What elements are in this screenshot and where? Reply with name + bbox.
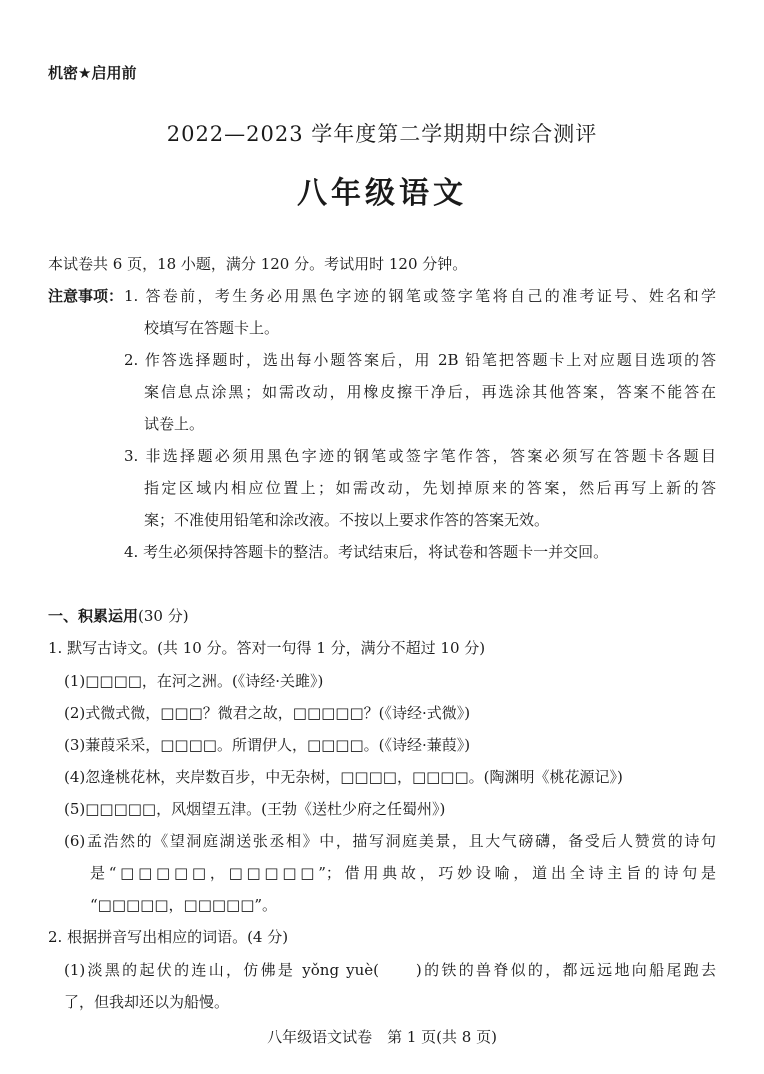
q1-item-6-line-3: “□□□□□，□□□□□”。 — [90, 896, 278, 914]
q1-item-2: (2)式微式微，□□□？微君之故，□□□□□？(《诗经·式微》) — [64, 704, 471, 722]
note-2-line-3: 试卷上。 — [144, 415, 205, 433]
note-3-line-3: 案；不准使用铅笔和涂改液。不按以上要求作答的答案无效。 — [144, 511, 550, 529]
q1-item-5: (5)□□□□□，风烟望五津。(王勃《送杜少府之任蜀州》) — [64, 800, 446, 818]
note-3-line-1: 3. 非选择题必须用黑色字迹的钢笔或签字笔作答，答案必须写在答题卡各题目 — [124, 447, 716, 465]
exam-intro: 本试卷共 6 页，18 小题，满分 120 分。考试用时 120 分钟。 — [48, 255, 468, 273]
note-2-line-1: 2. 作答选择题时，选出每小题答案后，用 2B 铅笔把答题卡上对应题目选项的答 — [124, 351, 716, 369]
note-4: 4. 考生必须保持答题卡的整洁。考试结束后，将试卷和答题卡一并交回。 — [124, 543, 609, 561]
page-footer: 八年级语文试卷 第 1 页(共 8 页) — [267, 1028, 497, 1046]
section-points: (30 分) — [138, 607, 189, 625]
exam-subtitle: 2022—2023 学年度第二学期期中综合测评 — [166, 122, 598, 146]
note-1-line-2: 校填写在答题卡上。 — [144, 319, 280, 337]
q2-item-1-line-1: (1)淡黑的起伏的连山，仿佛是 yǒng yuè( )的铁的兽脊似的，都远远地向船尾跑去 — [64, 961, 716, 979]
q1-item-3: (3)蒹葭采采，□□□□。所谓伊人，□□□□。(《诗经·蒹葭》) — [64, 736, 471, 754]
confidential-label: 机密★启用前 — [48, 64, 137, 82]
q1-item-4: (4)忽逢桃花林，夹岸数百步，中无杂树，□□□□，□□□□。(陶渊明《桃花源记》) — [64, 768, 623, 786]
q1-item-6-line-1: (6)孟浩然的《望洞庭湖送张丞相》中，描写洞庭美景，且大气磅礴，备受后人赞赏的诗句 — [64, 832, 716, 850]
q1-item-6-line-2: 是“□□□□□，□□□□□”；借用典故，巧妙设喻，道出全诗主旨的诗句是 — [90, 864, 716, 882]
q1-stem: 1. 默写古诗文。(共 10 分。答对一句得 1 分，满分不超过 10 分) — [48, 639, 486, 657]
note-1-line-1: 1. 答卷前，考生务必用黑色字迹的钢笔或签字笔将自己的准考证号、姓名和学 — [124, 287, 716, 305]
page-title: 八年级语文 — [297, 176, 467, 211]
section-title: 一、积累运用 — [48, 607, 139, 625]
note-2-line-2: 案信息点涂黑；如需改动，用橡皮擦干净后，再选涂其他答案，答案不能答在 — [144, 383, 716, 401]
q2-stem: 2. 根据拼音写出相应的词语。(4 分) — [48, 928, 289, 946]
q1-item-1: (1)□□□□，在河之洲。(《诗经·关雎》) — [64, 672, 324, 690]
q2-item-1-line-2: 了，但我却还以为船慢。 — [64, 993, 230, 1011]
note-3-line-2: 指定区域内相应位置上；如需改动，先划掉原来的答案，然后再写上新的答 — [144, 479, 716, 497]
notes-label: 注意事项： — [48, 287, 124, 305]
section-heading — [48, 606, 189, 626]
